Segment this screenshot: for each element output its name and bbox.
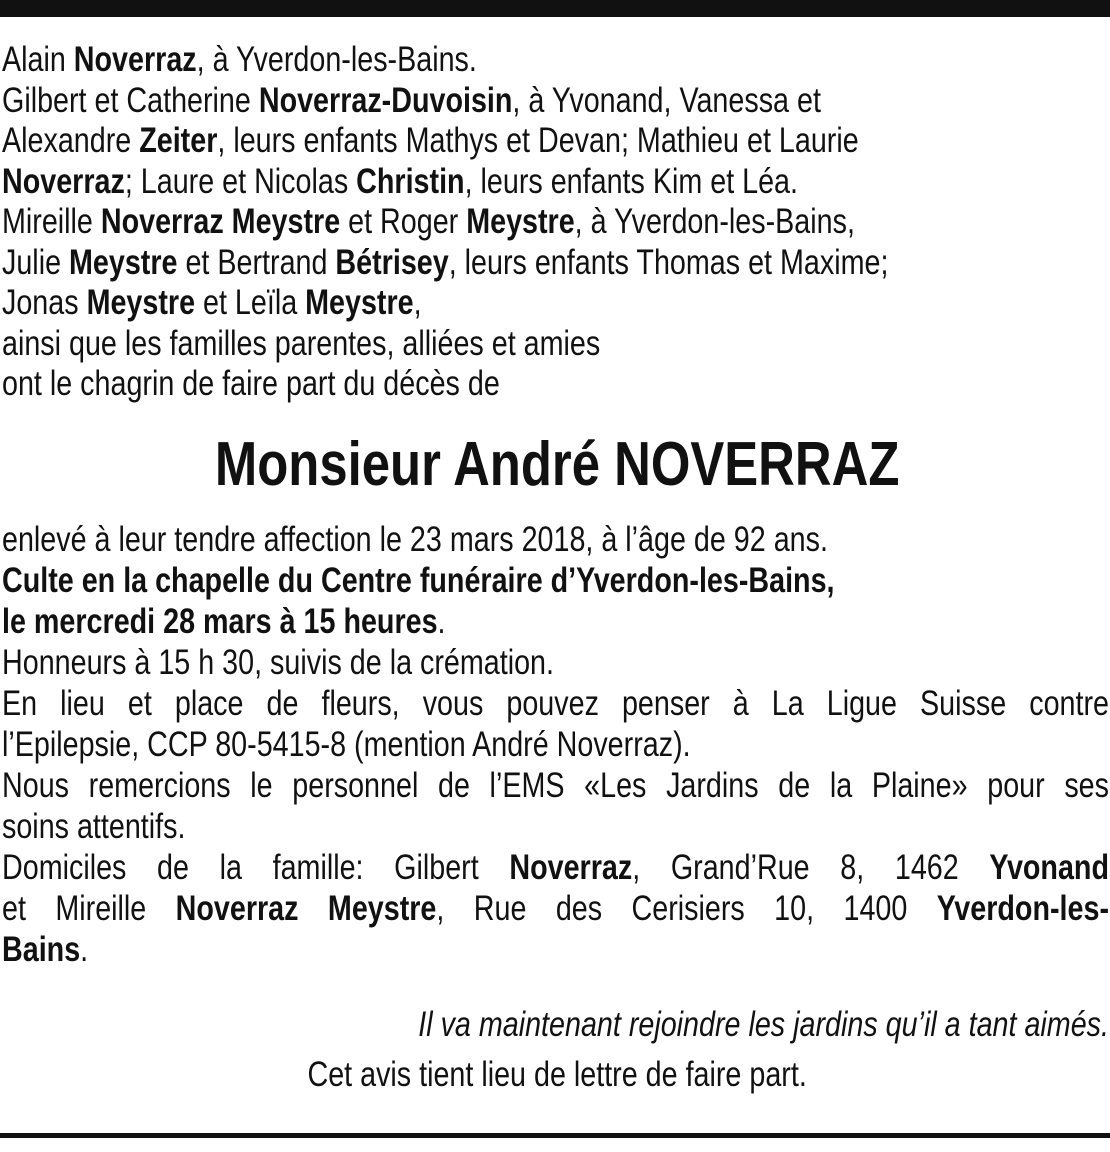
bottom-rule [0,1133,1110,1138]
deceased-name: Monsieur André NOVERRAZ [214,430,900,499]
text-segment: . [437,602,446,641]
epitaph: Il va maintenant rejoindre les jardins qu’il a tant aimés. [418,1005,1109,1044]
bold-name: Bains [2,930,81,969]
bold-name: Christin [356,161,465,201]
text-segment: , leurs enfants Mathys et Devan; Mathieu et Laurie [217,121,859,160]
text-segment: Mireille [2,202,101,241]
bold-name: Noverraz [509,848,633,887]
detail-line [2,766,1109,806]
bold-name: le mercredi 28 mars à 15 heures [2,602,438,641]
family-line [2,202,1109,242]
detail-line [2,643,1109,683]
text-segment: Honneurs à 15 h 30, suivis de la crémation. [2,643,554,682]
bold-name: Noverraz Meystre [100,202,341,241]
bold-name: Bétrisey [335,242,449,282]
text-segment: , leurs enfants Thomas et Maxime; [448,242,889,282]
text-segment: soins attentifs. [2,807,186,846]
bold-name: Culte en la chapelle du Centre funéraire d’Yverdon-les-Bains, [2,561,835,600]
text-segment: , Rue des Cerisiers 10, 1400 [436,889,937,928]
text-segment: Alain [2,40,74,79]
family-line [2,162,1109,202]
text-segment: , Grand’Rue 8, 1462 [632,848,990,887]
bold-name: Noverraz [73,40,197,79]
bold-name: Meystre [305,283,414,322]
detail-line [2,602,1109,642]
bold-name: Zeiter [139,121,218,160]
bold-name: Meystre [86,283,196,322]
text-segment: , à Yverdon-les-Bains. [196,40,477,79]
text-segment: , à Yverdon-les-Bains, [574,202,855,241]
text-segment: l’Epilepsie, CCP 80-5415-8 (mention André Noverraz). [2,725,691,764]
text-segment: En lieu et place de fleurs, vous pouvez penser à La Ligue Suisse contre [2,684,1109,723]
text-segment: et Roger [340,202,467,241]
text-segment: , [413,283,422,322]
detail-line [2,684,1109,724]
detail-line [2,725,1109,765]
family-line [2,81,1109,121]
text-segment: Nous remercions le personnel de l’EMS «Les Jardins de la Plaine» pour ses [2,766,1109,805]
bold-name: Yvonand [989,848,1109,887]
text-segment: ; Laure et Nicolas [124,161,357,201]
bold-name: Meystre [69,242,178,282]
text-segment: , leurs enfants Kim et Léa. [464,161,799,201]
text-segment: et Mireille [2,889,176,928]
text-segment: . [80,930,89,969]
family-line [2,40,1109,80]
bold-name: Noverraz Meystre [175,889,437,928]
closing-note: Cet avis tient lieu de lettre de faire part. [307,1055,807,1094]
text-segment: Alexandre [2,121,140,160]
family-line [2,243,1109,283]
text-segment: , à Yvonand, Vanessa et [512,80,821,120]
detail-line [2,807,1109,847]
detail-line [2,520,1109,560]
text-segment: ont le chagrin de faire part du décès de [2,364,500,403]
text-segment: Jonas [2,283,87,322]
text-segment: et Bertrand [177,242,336,282]
text-segment: ainsi que les familles parentes, alliées et amies [2,323,601,363]
text-segment: enlevé à leur tendre affection le 23 mars 2018, à l’âge de 92 ans. [2,520,828,559]
family-line [2,364,1109,404]
bold-name: Noverraz-Duvoisin [258,80,513,120]
bold-name: Meystre [466,202,575,241]
family-line [2,283,1109,323]
bold-name: Noverraz [2,161,125,201]
family-line [2,324,1109,364]
text-segment: Gilbert et Catherine [2,80,259,120]
top-rule [0,0,1110,17]
bold-name: Yverdon-les- [936,889,1110,928]
detail-line [2,930,1109,970]
text-segment: et Leïla [195,283,306,322]
family-line [2,121,1109,161]
detail-line [2,561,1109,601]
detail-line [2,848,1109,888]
detail-line [2,889,1109,929]
text-segment: Domiciles de la famille: Gilbert [2,848,510,887]
text-segment: Julie [2,242,70,282]
